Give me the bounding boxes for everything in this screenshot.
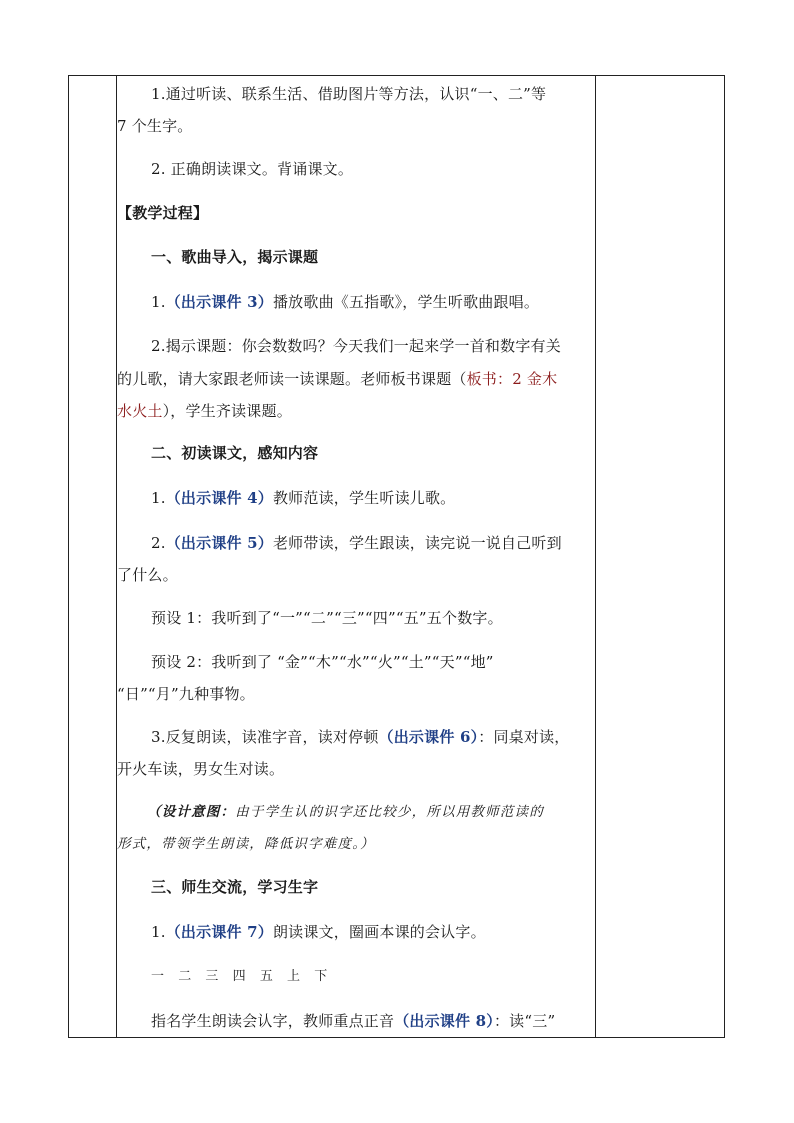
- char-item: 上: [287, 969, 301, 984]
- section-1-item-2-line-2: 的儿歌，请大家跟老师读一读课题。老师板书课题（板书：2 金木: [117, 370, 558, 388]
- table-column-divider-right: [595, 75, 596, 1038]
- courseware-ref: （出示课件 6）: [378, 728, 479, 746]
- section-2-item-3-line-1: 3.反复朗读，读准字音，读对停顿（出示课件 6）：同桌对读，: [151, 728, 570, 746]
- section-2-item-2-line-2: 了什么。: [117, 566, 178, 584]
- process-heading: 【教学过程】: [117, 204, 209, 222]
- section-1-item-1: 1.（出示课件 3）播放歌曲《五指歌》，学生听歌曲跟唱。: [151, 293, 540, 311]
- goal-1-line-1: 1.通过听读、联系生活、借助图片等方法，认识“一、二”等: [151, 85, 547, 103]
- goal-2: 2. 正确朗读课文。背诵课文。: [151, 160, 354, 178]
- section-2-title: 二、初读课文，感知内容: [151, 444, 319, 462]
- char-item: 下: [314, 969, 328, 984]
- section-3-item-1: 1.（出示课件 7）朗读课文，圈画本课的会认字。: [151, 923, 486, 941]
- section-2-item-1: 1.（出示课件 4）教师范读，学生听读儿歌。: [151, 489, 456, 507]
- section-3-last-line: 指名学生朗读会认字，教师重点正音（出示课件 8）：读“三”: [151, 1012, 556, 1030]
- preset-2-line-1: 预设 2：我听到了 “金”“木”“水”“火”“土”“天”“地”: [151, 653, 494, 671]
- courseware-ref: （出示课件 7）: [165, 923, 273, 941]
- char-item: 五: [259, 969, 274, 984]
- char-item: 二: [178, 969, 192, 984]
- char-item: 三: [205, 969, 219, 984]
- courseware-ref: （出示课件 3）: [165, 293, 273, 311]
- courseware-ref: （出示课件 8）: [394, 1012, 494, 1030]
- section-1-title: 一、歌曲导入，揭示课题: [151, 248, 319, 266]
- char-item: 四: [232, 969, 246, 984]
- board-note: 板书：2 金木: [466, 370, 558, 388]
- design-intent-line-1: （设计意图：由于学生认的识字还比较少，所以用教师范读的: [147, 804, 544, 820]
- lesson-content: [117, 75, 592, 1038]
- section-1-item-2-line-3: 水火土），学生齐读课题。: [117, 402, 292, 420]
- section-3-title: 三、师生交流，学习生字: [151, 878, 319, 896]
- section-1-item-2-line-1: 2.揭示课题：你会数数吗？今天我们一起来学一首和数字有关: [151, 337, 561, 355]
- char-item: 一: [151, 969, 165, 984]
- preset-2-line-2: “日”“月”九种事物。: [117, 685, 255, 703]
- section-2-item-2-line-1: 2.（出示课件 5）老师带读，学生跟读，读完说一说自己听到: [151, 534, 562, 552]
- courseware-ref: （出示课件 4）: [165, 489, 273, 507]
- courseware-ref: （出示课件 5）: [165, 534, 273, 552]
- board-note-cont: 水火土: [117, 402, 163, 420]
- recognition-characters: [117, 962, 592, 991]
- goal-1-line-2: 7 个生字。: [117, 117, 193, 135]
- design-intent-line-2: 形式，带领学生朗读，降低识字难度。）: [117, 836, 375, 852]
- preset-1: 预设 1：我听到了“一”“二”“三”“四”“五”五个数字。: [151, 609, 503, 627]
- section-2-item-3-line-2: 开火车读，男女生对读。: [117, 760, 285, 778]
